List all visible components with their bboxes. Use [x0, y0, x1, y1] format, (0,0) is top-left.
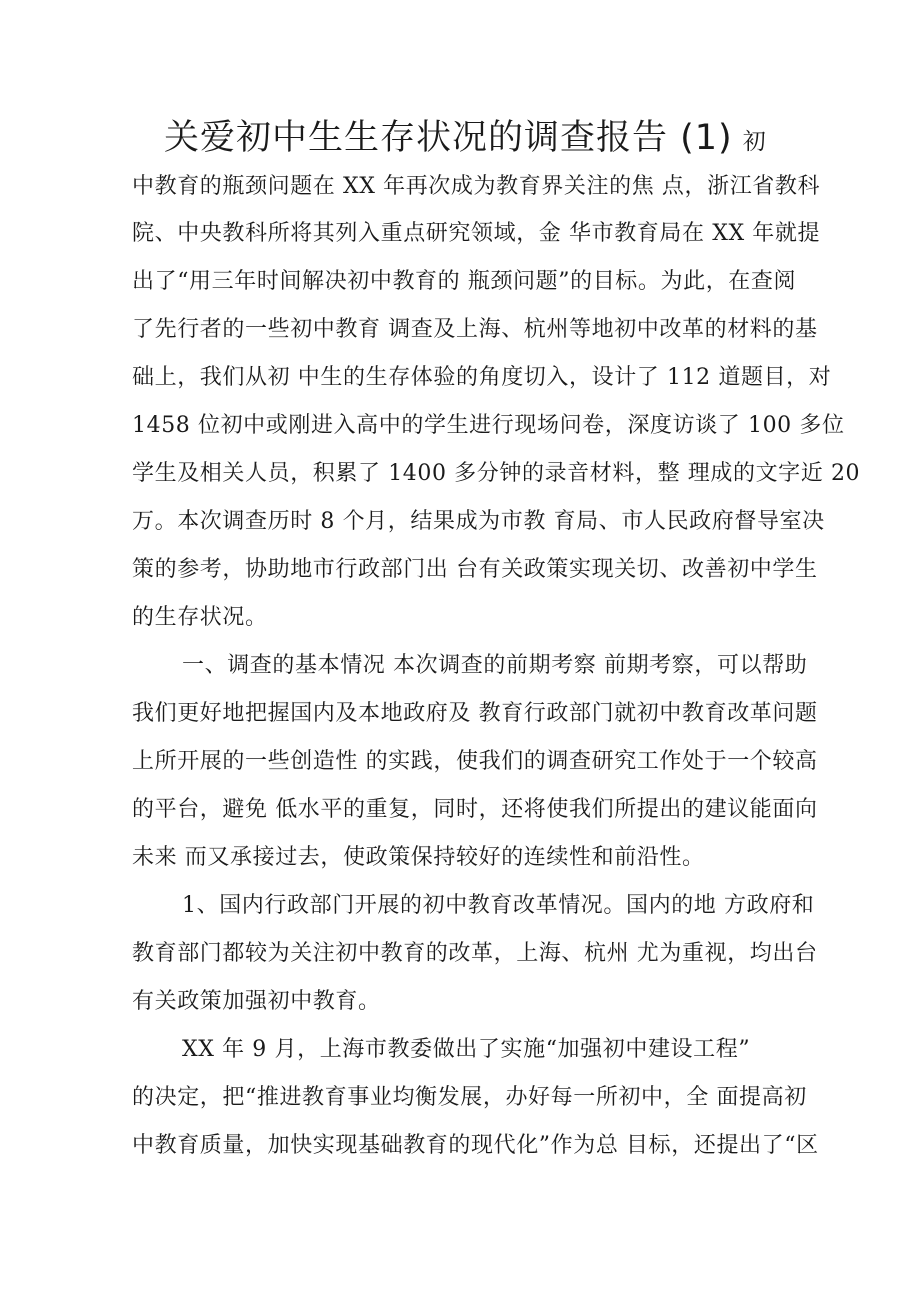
body-line: 中教育的瓶颈问题在 XX 年再次成为教育界关注的焦 点，浙江省教科 — [132, 174, 821, 199]
paragraph-first-line: 一、调查的基本情况 本次调查的前期考察 前期考察，可以帮助 — [182, 653, 808, 678]
body-line: 的决定，把“推进教育事业均衡发展，办好每一所初中，全 面提高初 — [132, 1085, 807, 1110]
title-line — [164, 112, 766, 170]
body-line: 的平台，避免 低水平的重复，同时，还将使我们所提出的建议能面向 — [132, 797, 818, 822]
body-line: 了先行者的一些初中教育 调查及上海、杭州等地初中改革的材料的基 — [132, 317, 818, 342]
title-trailing-text: 初 — [742, 129, 766, 155]
body-line: 我们更好地把握国内及本地政府及 教育行政部门就初中教育改革问题 — [132, 701, 818, 726]
body-line: 出了“用三年时间解决初中教育的 瓶颈问题”的目标。为此，在查阅 — [132, 269, 797, 294]
body-line: 万。本次调查历时 8 个月，结果成为市教 育局、市人民政府督导室决 — [132, 509, 825, 534]
body-line: 有关政策加强初中教育。 — [132, 989, 381, 1014]
body-line: 中教育质量，加快实现基础教育的现代化”作为总 目标，还提出了“区 — [132, 1133, 819, 1158]
body-line: 学生及相关人员，积累了 1400 多分钟的录音材料，整 理成的文字近 20 — [132, 461, 861, 486]
body-line: 上所开展的一些创造性 的实践，使我们的调查研究工作处于一个较高 — [132, 749, 818, 774]
body-line: 的生存状况。 — [132, 605, 268, 630]
body-line: 策的参考，协助地市行政部门出 台有关政策实现关切、改善初中学生 — [132, 557, 818, 582]
body-line: 础上，我们从初 中生的生存体验的角度切入，设计了 112 道题目，对 — [132, 365, 832, 390]
paragraph-first-line: XX 年 9 月，上海市教委做出了实施“加强初中建设工程” — [182, 1037, 751, 1062]
body-line: 1458 位初中或刚进入高中的学生进行现场问卷，深度访谈了 100 多位 — [132, 413, 845, 438]
document-title: 关爱初中生生存状况的调查报告 (1) — [164, 118, 733, 158]
body-line: 教育部门都较为关注初中教育的改革，上海、杭州 尤为重视，均出台 — [132, 941, 818, 966]
paragraph-first-line: 1、国内行政部门开展的初中教育改革情况。国内的地 方政府和 — [182, 893, 815, 918]
body-line: 院、中央教科所将其列入重点研究领域，金 华市教育局在 XX 年就提 — [132, 221, 821, 246]
body-line: 未来 而又承接过去，使政策保持较好的连续性和前沿性。 — [132, 845, 705, 870]
